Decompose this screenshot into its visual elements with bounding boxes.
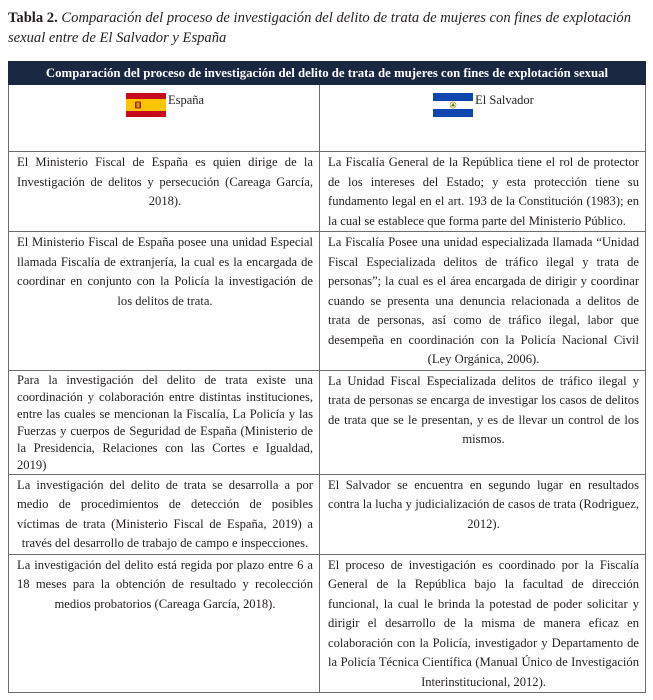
el-salvador-cell: La Unidad Fiscal Especializada delitos de tráfico ilegal y trata de personas se encarga de investigar los casos de delitos de trata que se le presentan, y es de llevar un control de los mismos. [320, 370, 646, 474]
spain-cell: La investigación del delito de trata se desarrolla a por medio de procedimientos de detección de posibles víctimas de trata (Ministerio Fiscal de España, 2019) a través del desarrollo de trabajo de campo e inspecciones. [9, 474, 320, 554]
column-name-el-salvador: El Salvador [475, 93, 534, 107]
spain-cell: El Ministerio Fiscal de España posee una unidad Especial llamada Fiscalía de extranjería, la cual es la encargada de coordinar en conjunto con la Policía la investigación de los delitos de trata. [9, 232, 320, 371]
table-row [9, 474, 646, 554]
el-salvador-cell: La Fiscalía General de la República tiene el rol de protector de los intereses del Estado; y esta protección tiene su fundamento legal en el art. 193 de la Constitución (1983); en la cual se establece que forma parte del Ministerio Público. [320, 152, 646, 232]
table-row [9, 370, 646, 474]
spain-cell: La investigación del delito está regida por plazo entre 6 a 18 meses para la obtención de resultado y recolección medios probatorios (Careaga García, 2018). [9, 554, 320, 693]
el-salvador-cell: El proceso de investigación es coordinado por la Fiscalía General de la República bajo la facultad de dirección funcional, la cual le brinda la potestad de poder solicitar y dirigir el desarrollo de la misma de manera eficaz en colaboración con la Policía, investigador y Departamento de la Policía Técnica Científica (Manual Único de Investigación Interinstitucional, 2012). [320, 554, 646, 693]
spain-flag-icon [126, 93, 166, 117]
column-header-spain [9, 85, 320, 152]
table-row [9, 152, 646, 232]
table-title: Comparación del proceso de investigación del delito de trata de mujeres con fines de explotación sexual entre de El Salvador y España [8, 10, 631, 46]
column-name-spain: España [167, 93, 205, 107]
column-header-el-salvador [320, 85, 646, 152]
table-header: Comparación del proceso de investigación del delito de trata de mujeres con fines de explotación sexual [9, 62, 646, 85]
table-row [9, 232, 646, 371]
table-label: Tabla 2. [8, 10, 58, 26]
el-salvador-cell: El Salvador se encuentra en segundo lugar en resultados contra la lucha y judicialización de casos de trata (Rodriguez, 2012). [320, 474, 646, 554]
country-header-row [9, 85, 646, 152]
el-salvador-flag-icon [433, 93, 473, 117]
spain-cell: Para la investigación del delito de trata existe una coordinación y colaboración entre distintas instituciones, entre las cuales se mencionan la Fiscalía, La Policía y las Fuerzas y cuerpos de Seguridad de España (Ministerio de la Presidencia, Relaciones con las Cortes e Igualdad, 2019) [9, 370, 320, 474]
spain-cell: El Ministerio Fiscal de España es quien dirige de la Investigación de delitos y persecución (Careaga García, 2018). [9, 152, 320, 232]
table-caption [8, 8, 648, 48]
el-salvador-cell: La Fiscalía Posee una unidad especializada llamada “Unidad Fiscal Especializada delitos de tráfico ilegal y trata de personas”; la cual es el área encargada de dirigir y coordinar cuando se presenta una denuncia relacionada a delitos de trata de personas, así como de tráfico ilegal, labor que desempeña en coordinación con la Policía Nacional Civil (Ley Orgánica, 2006). [320, 232, 646, 371]
table-row [9, 554, 646, 693]
comparison-table [8, 61, 646, 693]
